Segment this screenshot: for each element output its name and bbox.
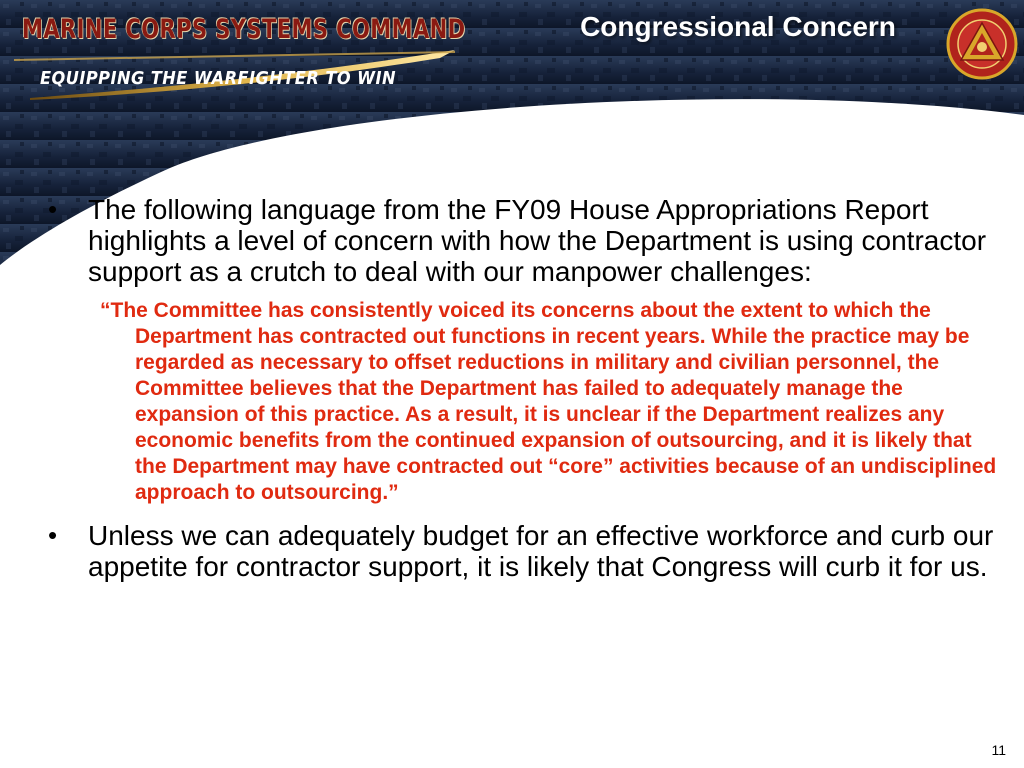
bullet-item	[48, 520, 1008, 582]
slide-body	[48, 194, 1008, 582]
bullet-item	[48, 194, 1008, 287]
bullet-text: The following language from the FY09 House Appropriations Report highlights a level of concern with how the Department is using contractor support as a crutch to deal with our manpower challenges:	[88, 194, 987, 287]
slide-title: Congressional Concern	[580, 11, 896, 42]
committee-quote: “The Committee has consistently voiced its concerns about the extent to which the Department has contracted out functions in recent years. While the practice may be regarded as necessary to offset reductions in military and civilian personnel, the Committee believes that the Department has failed to adequately manage the expansion of this practice. As a result, it is unclear if the Department realizes any economic benefits from the continued expansion of outsourcing, and it is likely that the Department may have contracted out “core” activities because of an undisciplined approach to outsourcing.”	[100, 299, 997, 504]
bullet-icon: •	[48, 520, 58, 550]
bullet-icon: •	[48, 194, 58, 224]
bullet-text: Unless we can adequately budget for an effective workforce and curb our appetite for contractor support, it is likely that Congress will curb it for us.	[88, 520, 994, 582]
command-seal-logo	[946, 8, 1018, 80]
tagline: EQUIPPING THE WARFIGHTER TO WIN	[40, 68, 396, 89]
page-number: 11	[991, 742, 1006, 758]
org-name: MARINE CORPS SYSTEMS COMMAND	[22, 14, 466, 45]
